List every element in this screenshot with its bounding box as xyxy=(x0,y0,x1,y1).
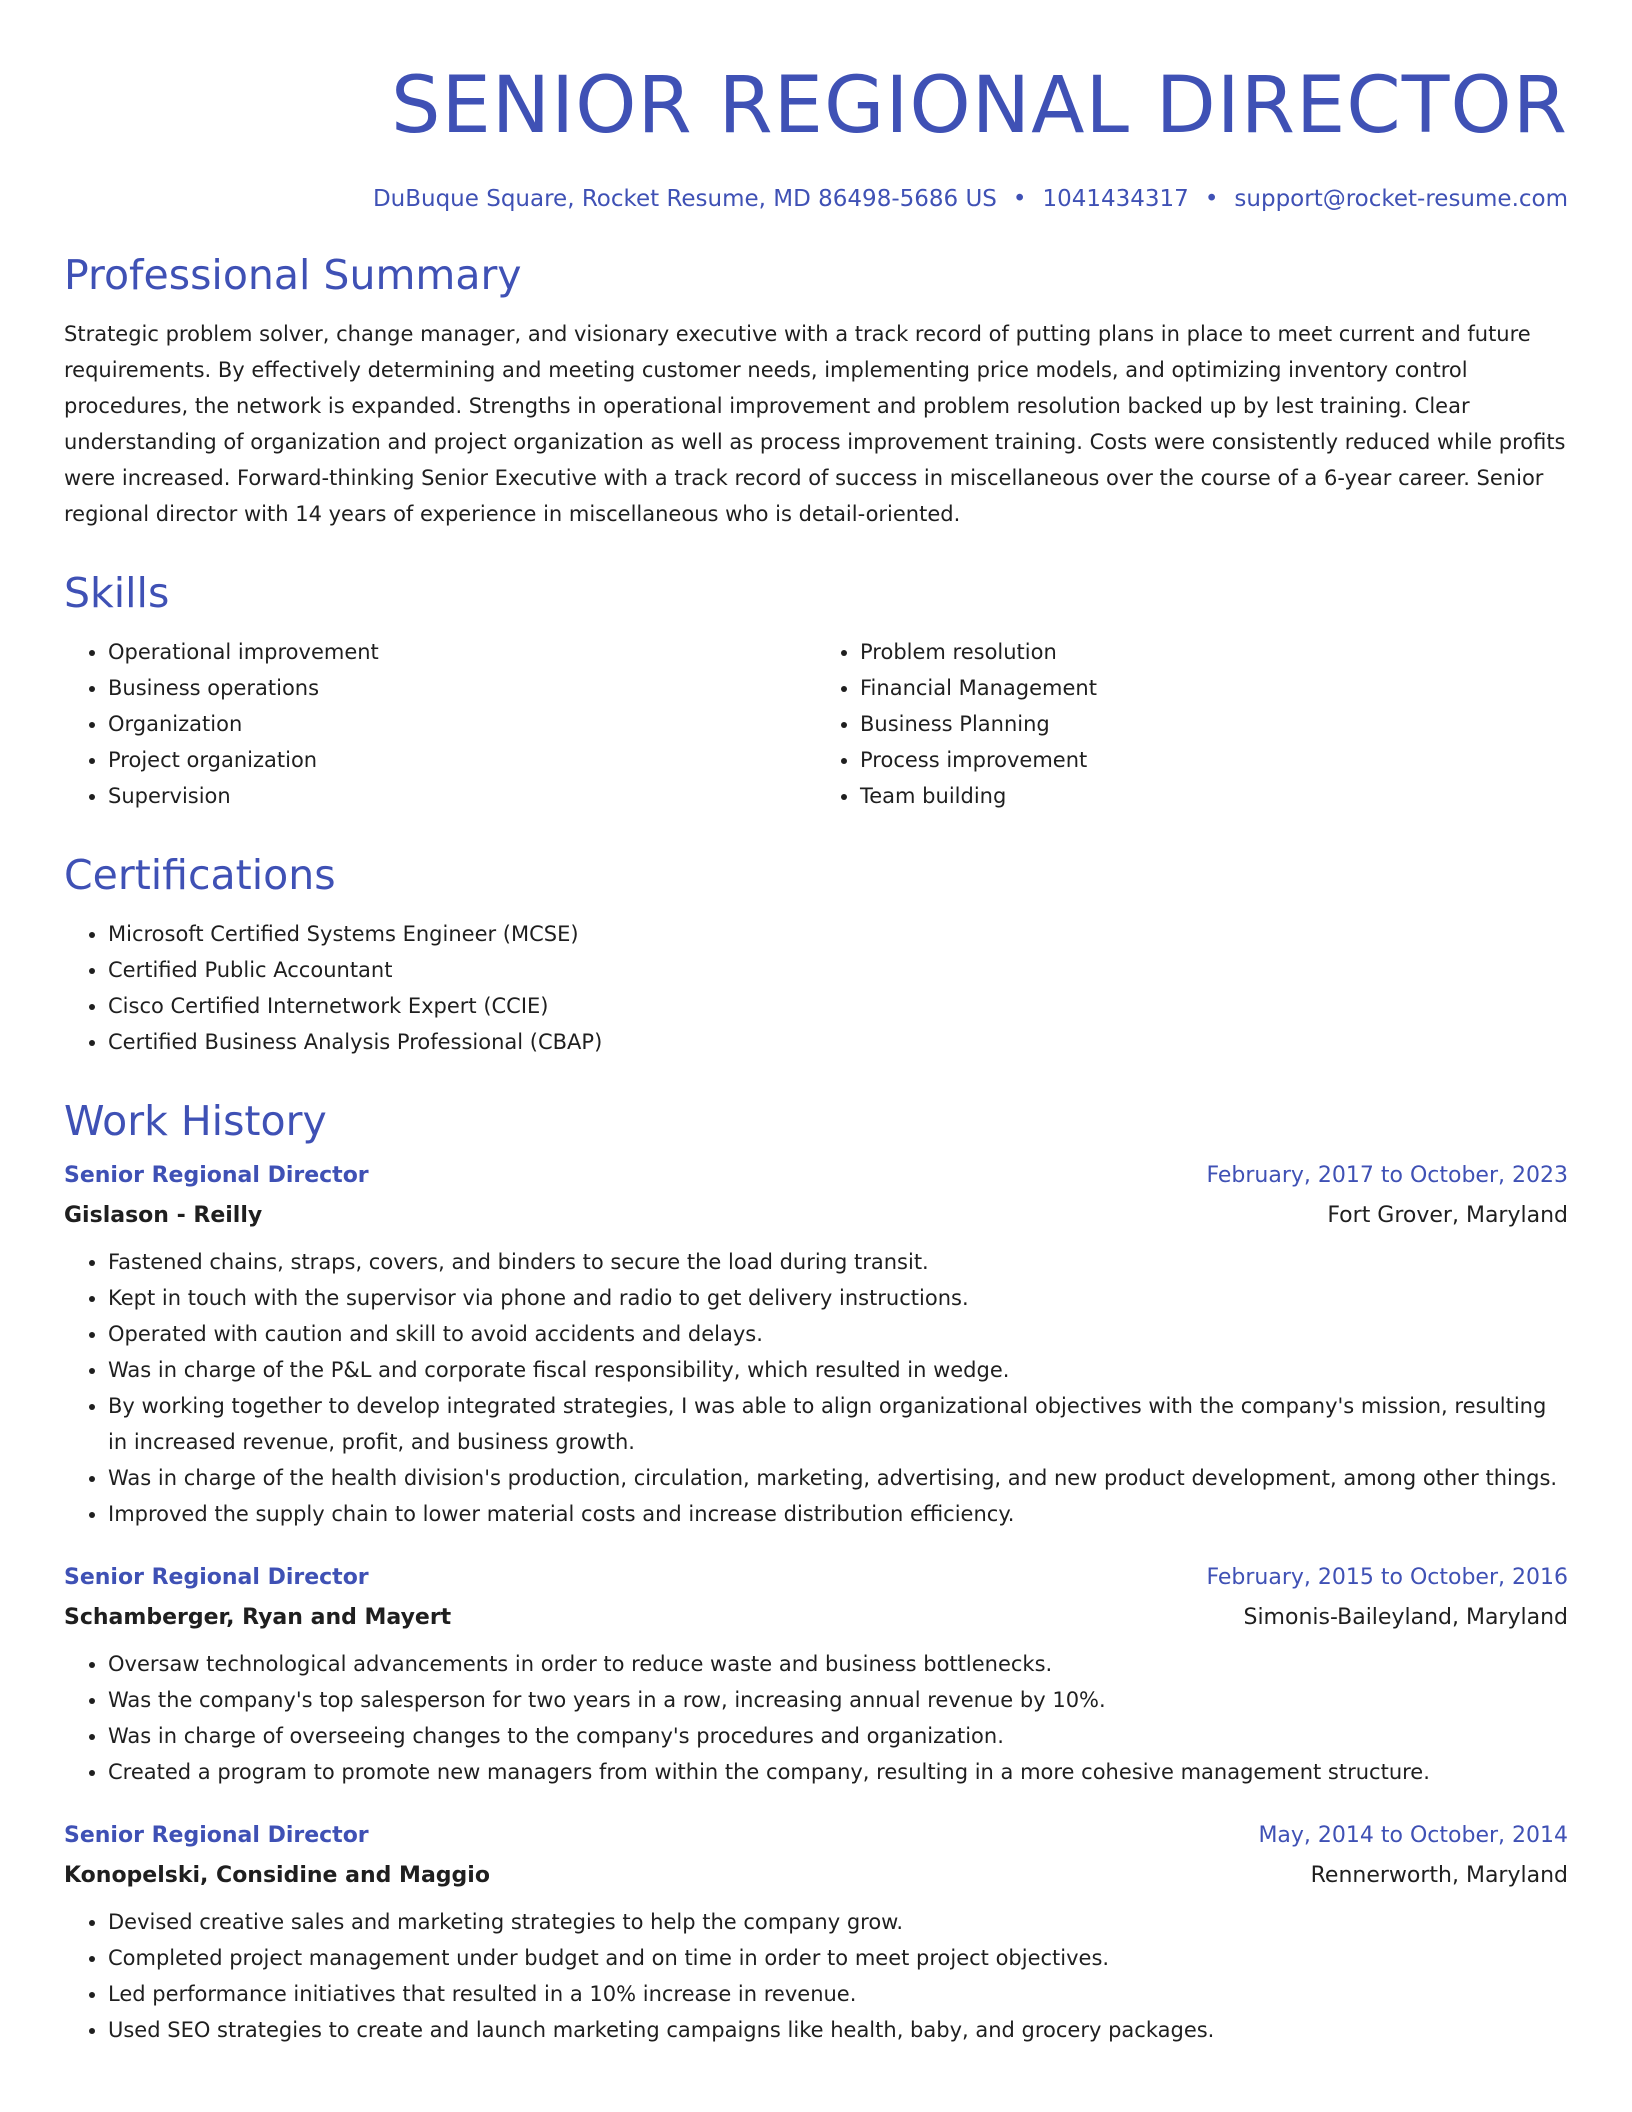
certifications-section xyxy=(64,850,1568,1060)
job-location: Simonis-Baileyland, Maryland xyxy=(1243,1605,1568,1630)
skill-item: • Financial Management xyxy=(860,670,1568,706)
contact-separator: • xyxy=(1204,186,1219,212)
job-bullet: • Was the company's top salesperson for two years in a row, increasing annual revenue by 10%. xyxy=(108,1682,1568,1718)
job-dates: February, 2017 to October, 2023 xyxy=(1206,1163,1568,1188)
job-company: Schamberger, Ryan and Mayert xyxy=(64,1605,452,1630)
job-bullet: • Devised creative sales and marketing strategies to help the company grow. xyxy=(108,1904,1568,1940)
contact-address: DuBuque Square, Rocket Resume, MD 86498-5686 US xyxy=(372,186,997,212)
contact-phone: 1041434317 xyxy=(1042,186,1189,212)
job-bullet: • Used SEO strategies to create and launch marketing campaigns like health, baby, and grocery packages. xyxy=(108,2012,1568,2048)
contact-separator: • xyxy=(1012,186,1027,212)
certification-item: • Certified Public Accountant xyxy=(108,952,1568,988)
skills-list-left xyxy=(64,634,816,814)
job-entry xyxy=(64,1156,1568,1532)
job-bullet: • Completed project management under budget and on time in order to meet project objectives. xyxy=(108,1940,1568,1976)
job-entry xyxy=(64,1558,1568,1790)
resume-header xyxy=(64,60,1568,214)
contact-email: support@rocket-resume.com xyxy=(1234,186,1568,212)
job-location: Fort Grover, Maryland xyxy=(1327,1203,1568,1228)
job-bullet: • By working together to develop integrated strategies, I was able to align organizational objectives with the company's mission, resulting in increased revenue, profit, and business growth. xyxy=(108,1388,1568,1460)
job-company-row xyxy=(64,1196,1568,1236)
skills-list-right xyxy=(816,634,1568,814)
job-company-row xyxy=(64,1856,1568,1896)
job-company-row xyxy=(64,1598,1568,1638)
skills-grid xyxy=(64,634,1568,814)
certification-item: • Microsoft Certified Systems Engineer (MCSE) xyxy=(108,916,1568,952)
job-bullets xyxy=(64,1646,1568,1790)
section-title: Work History xyxy=(64,1097,327,1145)
section-title: Professional Summary xyxy=(64,251,522,299)
job-bullet: • Was in charge of the health division's production, circulation, marketing, advertising, and new product development, among other things. xyxy=(108,1460,1568,1496)
certification-item: • Cisco Certified Internetwork Expert (CCIE) xyxy=(108,988,1568,1024)
job-title-row xyxy=(64,1816,1568,1856)
job-bullet: • Created a program to promote new managers from within the company, resulting in a more cohesive management structure. xyxy=(108,1754,1568,1790)
job-company: Konopelski, Considine and Maggio xyxy=(64,1863,490,1888)
job-title: Senior Regional Director xyxy=(64,1823,369,1848)
skill-item: • Supervision xyxy=(108,778,816,814)
job-title: Senior Regional Director xyxy=(64,1565,369,1590)
job-bullet: • Led performance initiatives that resulted in a 10% increase in revenue. xyxy=(108,1976,1568,2012)
job-bullets xyxy=(64,1904,1568,2048)
job-bullet: • Improved the supply chain to lower material costs and increase distribution efficiency. xyxy=(108,1496,1568,1532)
section-title: Skills xyxy=(64,569,170,617)
job-dates: May, 2014 to October, 2014 xyxy=(1258,1823,1568,1848)
section-title: Certifications xyxy=(64,851,336,899)
job-bullet: • Was in charge of the P&L and corporate fiscal responsibility, which resulted in wedge. xyxy=(108,1352,1568,1388)
job-company: Gislason - Reilly xyxy=(64,1203,263,1228)
job-title-row xyxy=(64,1156,1568,1196)
skill-item: • Business Planning xyxy=(860,706,1568,742)
contact-line xyxy=(64,184,1568,214)
job-location: Rennerworth, Maryland xyxy=(1310,1863,1568,1888)
skill-item: • Operational improvement xyxy=(108,634,816,670)
job-bullet: • Kept in touch with the supervisor via phone and radio to get delivery instructions. xyxy=(108,1280,1568,1316)
job-entry xyxy=(64,1816,1568,2048)
skill-item: • Project organization xyxy=(108,742,816,778)
job-bullet: • Fastened chains, straps, covers, and binders to secure the load during transit. xyxy=(108,1244,1568,1280)
job-bullet: • Oversaw technological advancements in order to reduce waste and business bottlenecks. xyxy=(108,1646,1568,1682)
work-history-section xyxy=(64,1096,1568,2048)
skill-item: • Problem resolution xyxy=(860,634,1568,670)
skill-item: • Team building xyxy=(860,778,1568,814)
certifications-list xyxy=(64,916,1568,1060)
skill-item: • Organization xyxy=(108,706,816,742)
skill-item: • Business operations xyxy=(108,670,816,706)
job-bullets xyxy=(64,1244,1568,1532)
job-dates: February, 2015 to October, 2016 xyxy=(1206,1565,1568,1590)
job-bullet: • Operated with caution and skill to avoid accidents and delays. xyxy=(108,1316,1568,1352)
job-bullet: • Was in charge of overseeing changes to the company's procedures and organization. xyxy=(108,1718,1568,1754)
job-title-row xyxy=(64,1558,1568,1598)
candidate-name: SENIOR REGIONAL DIRECTOR xyxy=(390,61,1568,151)
certification-item: • Certified Business Analysis Professional (CBAP) xyxy=(108,1024,1568,1060)
professional-summary-section xyxy=(64,250,1568,532)
skill-item: • Process improvement xyxy=(860,742,1568,778)
summary-text: Strategic problem solver, change manager, and visionary executive with a track record of putting plans in place to meet current and future requirements. By effectively determining and meeting customer needs, implementing price models, and optimizing inventory control procedures, the network is expanded. Strengths in operational improvement and problem resolution backed up by lest training. Clear understanding of organization and project organization as well as process improvement training. Costs were consistently reduced while profits were increased. Forward-thinking Senior Executive with a track record of success in miscellaneous over the course of a 6-year career. Senior regional director with 14 years of experience in miscellaneous who is detail-oriented. xyxy=(64,322,1566,526)
job-title: Senior Regional Director xyxy=(64,1163,369,1188)
skills-section xyxy=(64,568,1568,814)
